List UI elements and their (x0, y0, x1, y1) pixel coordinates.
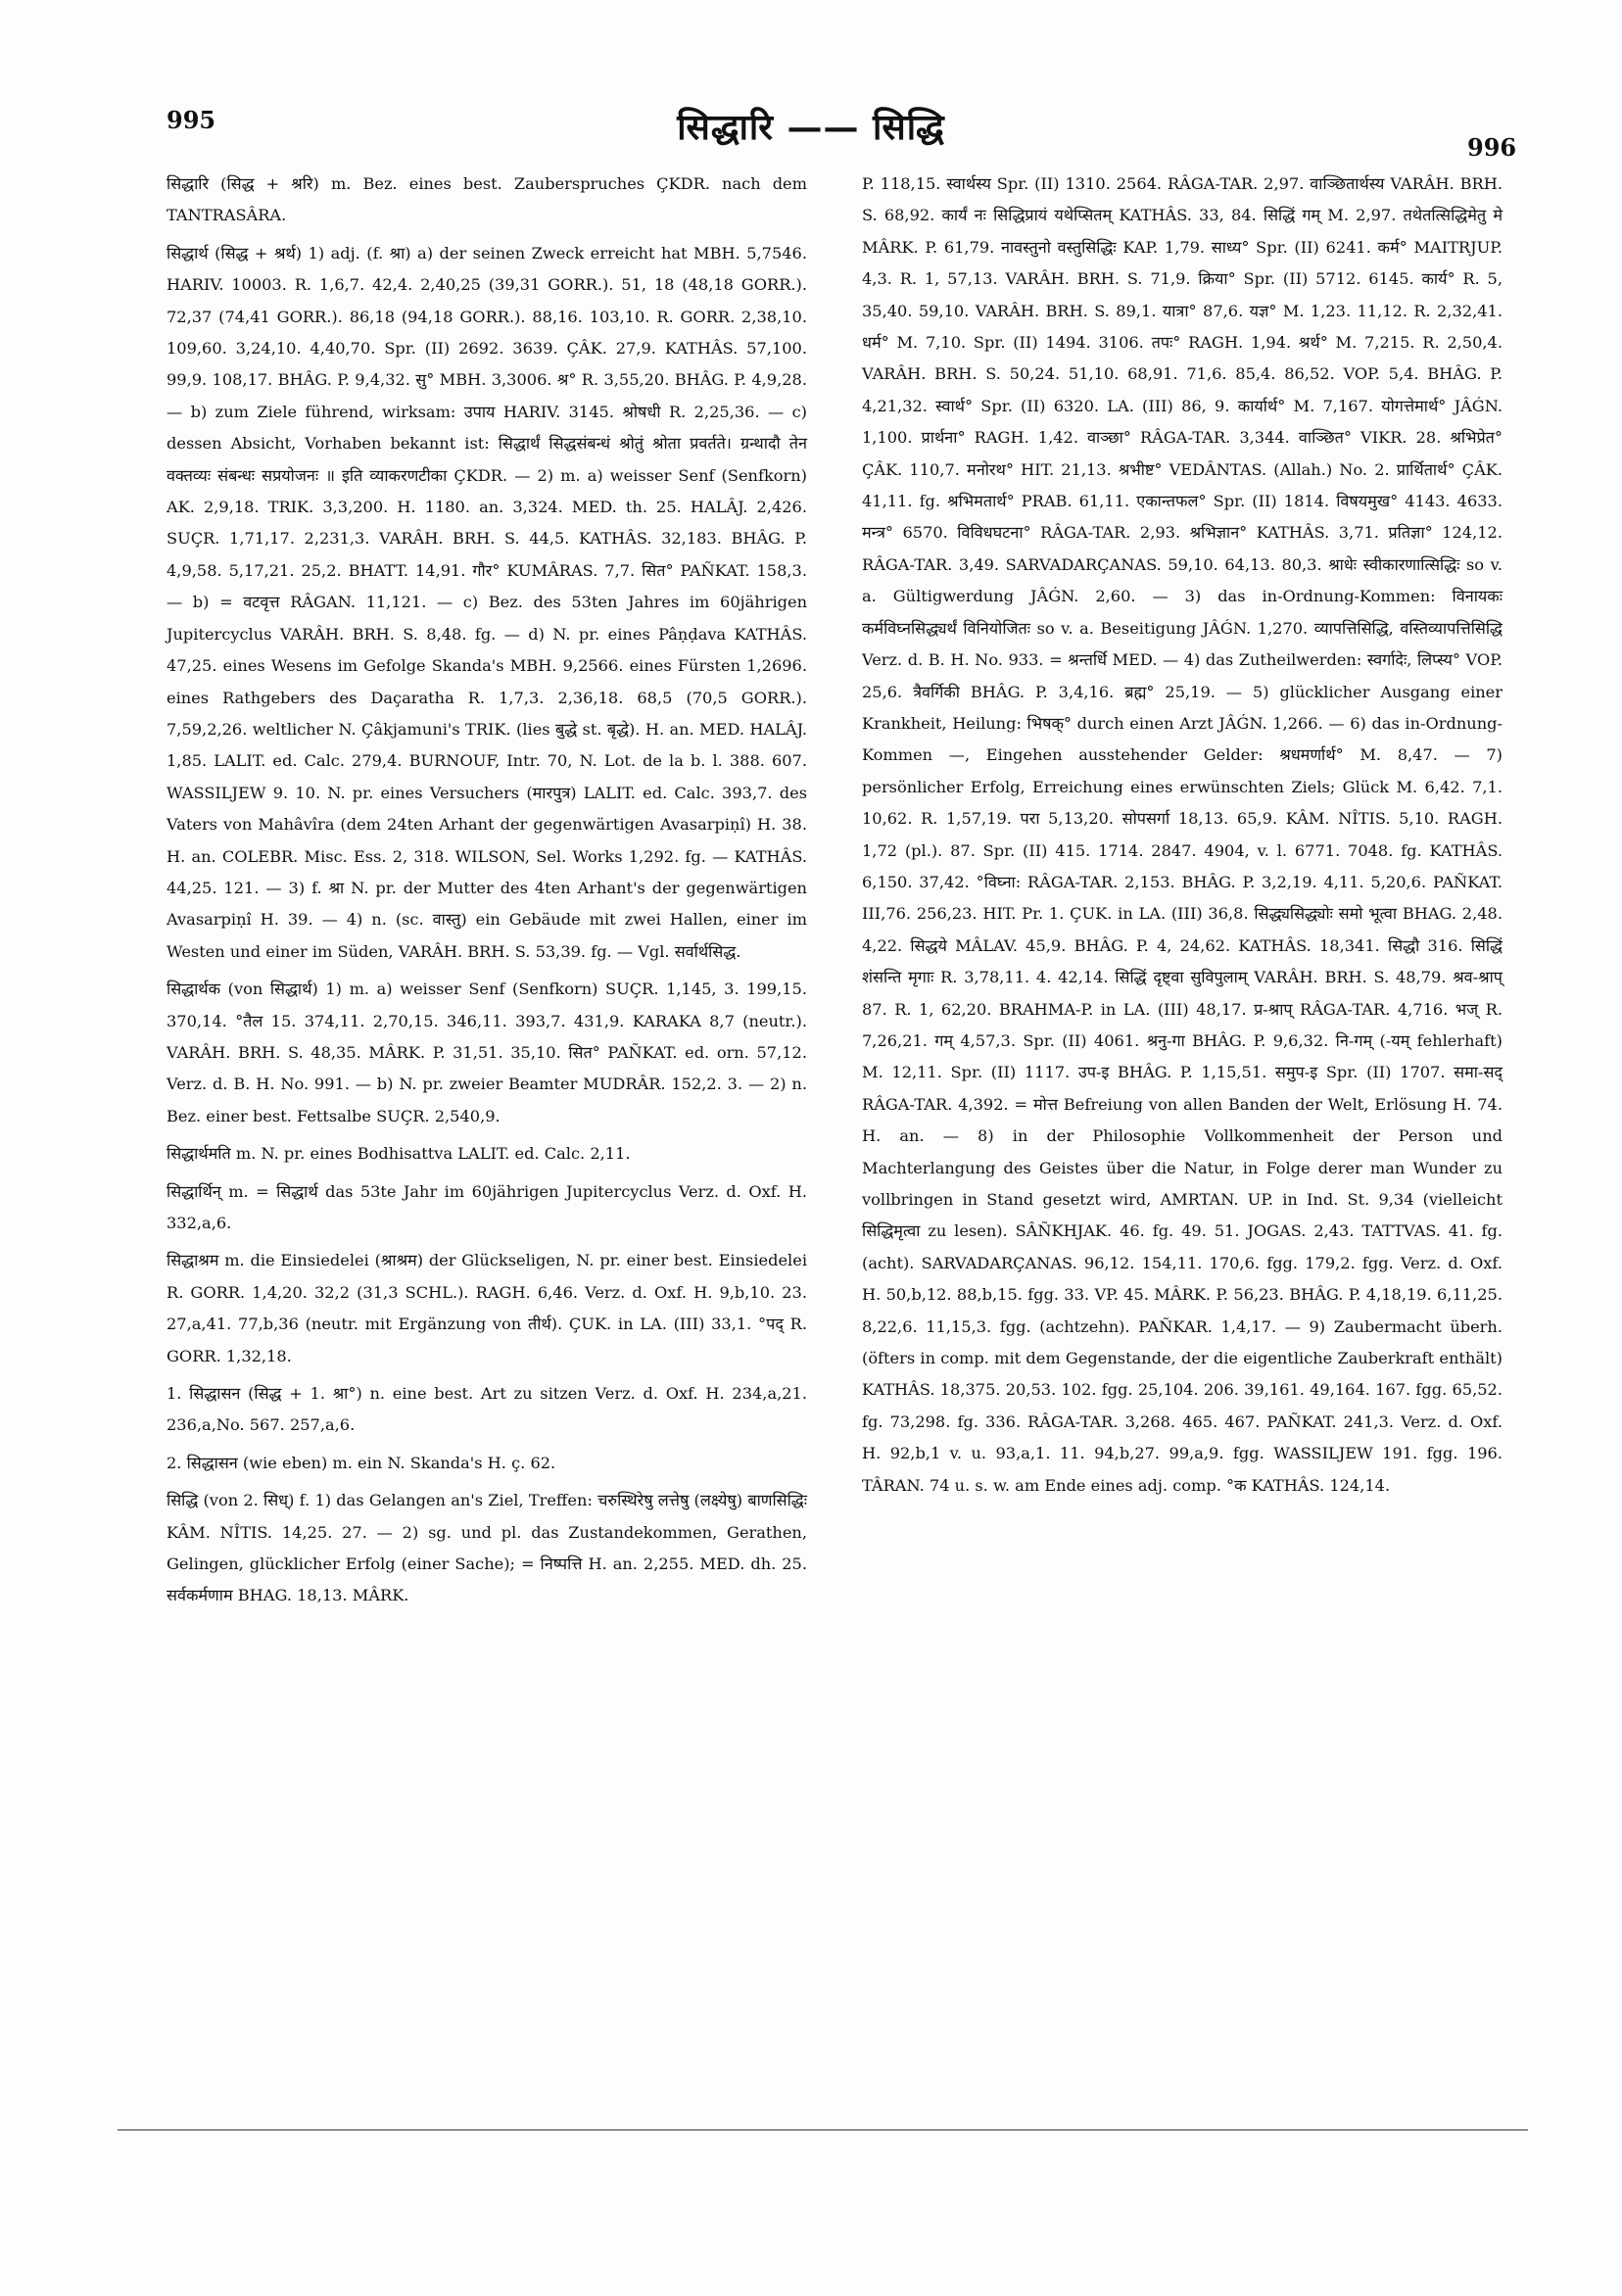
entry-siddhashrama: सिद्धाश्रम m. die Einsiedelei (श्राश्रम) der Glückseligen, N. pr. einer best. Einsiedelei R. GORR. 1,4,20. 32,2 (31,3 SCHL.). RAGH. 6,46. Verz. d. Oxf. H. 9,b,10. 23. 27,a,41. 77,b,36 (neutr. mit Ergänzung von तीर्थ). ÇUK. in LA. (III) 33,1. °पद् R. GORR. 1,32,18. (167, 1251, 807, 1365)
entry-siddhartha: सिद्धार्थ (सिद्ध + श्रर्थ) 1) adj. (f. श्रा) a) der seinen Zweck erreicht hat MBH. 5,7546. HARIV. 10003. R. 1,6,7. 42,4. 2,40,25 (39,31 GORR.). 51, 18 (48,18 GORR.). 72,37 (74,41 GORR.). 86,18 (94,18 GORR.). 88,16. 103,10. R. GORR. 2,38,10. 109,60. 3,24,10. 4,40,70. Spr. (II) 2692. 3639. ÇÂK. 27,9. KATHÂS. 57,100. 99,9. 108,17. BHÂG. P. 9,4,32. सु° MBH. 3,3006. श्र° R. 3,55,20. BHÂG. P. 4,9,28. — b) zum Ziele führend, wirksam: उपाय HARIV. 3145. श्रोषधी R. 2,25,36. — c) dessen Absicht, Vorhaben bekannt ist: सिद्धार्थं सिद्धसंबन्धं श्रोतुं श्रोता प्रवर्तते। ग्रन्थादौ तेन वक्तव्यः संबन्धः सप्रयोजनः ॥ इति व्याकरणटीका ÇKDR. — 2) m. a) weisser Senf (Senfkorn) AK. 2,9,18. TRIK. 3,3,200. H. 1180. an. 3,324. MED. th. 25. HALÂJ. 2,426. SUÇR. 1,71,17. 2,231,3. VARÂH. BRH. S. 44,5. KATHÂS. 32,183. BHÂG. P. 4,9,58. 5,17,21. 25,2. BHATT. 14,91. गौर° KUMÂRAS. 7,7. सित° PAÑKAT. 158,3. — b) = वटवृत्त RÂGAN. 11,121. — c) Bez. des 53ten Jahres im 60jährigen Jupitercyclus VARÂH. BRH. S. 8,48. fg. — d) N. pr. eines Pâṇḍava KATHÂS. 47,25. eines Wesens im Gefolge Skanda's MBH. 9,2566. eines Fürsten 1,2696. eines Rathgebers des Daçaratha R. 1,7,3. 2,36,18. 68,5 (70,5 GORR.). 7,59,2,26. weltlicher N. Çâkjamuni's TRIK. (lies बुद्धे st. बृद्धे). H. an. MED. HALÂJ. 1,85. LALIT. ed. Calc. 279,4. BURNOUF, Intr. 70, N. Lot. de la b. l. 388. 607. WASSILJEW 9. 10. N. pr. eines Versuchers (मारपुत्र) LALIT. ed. Calc. 393,7. des Vaters von Mahâvîra (dem 24ten Arhant der gegenwärtigen Avasarpiṇî) H. 38. H. an. COLEBR. Misc. Ess. 2, 318. WILSON, Sel. Works 1,292. fg. — KATHÂS. 44,25. 121. — 3) f. श्रा N. pr. der Mutter des 4ten Arhant's der gegenwärtigen Avasarpiṇî H. 39. — 4) n. (sc. वास्तु) ein Gebäude mit zwei Hallen, einer im Westen und einer im Süden, VARÂH. BRH. S. 53,39. fg. — Vgl. सर्वार्थसिद्ध. (167, 243, 807, 961)
entry-siddharthamati: सिद्धार्थमति m. N. pr. eines Bodhisattva LALIT. ed. Calc. 2,11. (167, 1144, 631, 1164)
entry-siddharthaka: सिद्धार्थक (von सिद्धार्थ) 1) m. a) weisser Senf (Senfkorn) SUÇR. 1,145, 3. 199,15. 370,14. °तैल 15. 374,11. 2,70,15. 346,11. 393,7. 431,9. KARAKA 8,7 (neutr.). VARÂH. BRH. S. 48,35. MÂRK. P. 31,51. 35,10. सित° PAÑKAT. ed. orn. 57,12. Verz. d. B. H. No. 991. — b) N. pr. zweier Beamter MUDRÂR. 152,2. 3. — 2) n. Bez. einer best. Fettsalbe SUÇR. 2,540,9. (167, 980, 807, 1125)
entry-siddhari: सिद्धारि (सिद्ध + श्ररि) m. Bez. eines best. Zauberspruches ÇKDR. nach dem TANTRASÂRA. (167, 174, 807, 225)
page-number-right: 996 (1467, 133, 1517, 162)
running-title: सिद्धारि —— सिद्धि (677, 107, 945, 148)
entry-siddhi: सिद्धि (von 2. सिध्) f. 1) das Gelangen an's Ziel, Treffen: चरुस्थिरेषु लत्तेषु (लक्ष्येषु) बाणसिद्धिः KÂM. NÎTIS. 14,25. 27. — 2) sg. und pl. das Zustandekommen, Gerathen, Gelingen, glücklicher Erfolg (einer Sache); = निष्पत्ति H. an. 2,255. MED. dh. 25. सर्वकर्मणाम BHAG. 18,13. MÂRK. (167, 1491, 807, 1605)
right-column (862, 168, 1503, 1507)
page-number-left: 995 (167, 106, 216, 134)
entry-siddhi-continued: P. 118,15. स्वार्थस्य Spr. (II) 1310. 2564. RÂGA-TAR. 2,97. वाञ्छितार्थस्य VARÂH. BRH. S. 68,92. कार्यं नः सिद्धिप्रायं यथेप्सितम् KATHÂS. 33, 84. सिद्धिं गम् M. 2,97. तथेतत्सिद्धिमेतु मे MÂRK. P. 61,79. नावस्तुनो वस्तुसिद्धिः KAP. 1,79. साध्य° Spr. (II) 6241. कर्म° MAITRJUP. 4,3. R. 1, 57,13. VARÂH. BRH. S. 71,9. क्रिया° Spr. (II) 5712. 6145. कार्य° R. 5, 35,40. 59,10. VARÂH. BRH. S. 89,1. यात्रा° 87,6. यज्ञ° M. 1,23. 11,12. R. 2,32,41. धर्म° M. 7,10. Spr. (II) 1494. 3106. तपः° RAGH. 1,94. श्रर्थ° M. 7,215. R. 2,50,4. VARÂH. BRH. S. 50,24. 51,10. 68,91. 71,6. 85,4. 86,52. VOP. 5,4. BHÂG. P. 4,21,32. स्वार्थ° Spr. (II) 6320. LA. (III) 86, 9. कार्यार्थ° M. 7,167. योगत्तेमार्थ° JÂǴN. 1,100. प्रार्थना° RAGH. 1,42. वाञ्छा° RÂGA-TAR. 3,344. वाञ्छित° VIKR. 28. श्रभिप्रेत° ÇÂK. 110,7. मनोरथ° HIT. 21,13. श्रभीष्ट° VEDÂNTAS. (Allah.) No. 2. प्रार्थितार्थ° ÇÂK. 41,11. fg. श्रभिमतार्थ° PRAB. 61,11. एकान्तफल° Spr. (II) 1814. विषयमुख° 4143. 4633. मन्त्र° 6570. विविधघटना° RÂGA-TAR. 2,93. श्रभिज्ञान° KATHÂS. 3,71. प्रतिज्ञा° 124,12. RÂGA-TAR. 3,49. SARVADARÇANAS. 59,10. 64,13. 80,3. श्राधेः स्वीकारणात्सिद्धिः so v. a. Gültigwerdung JÂǴN. 2,60. — 3) das in-Ordnung-Kommen: विनायकः कर्मविघ्नसिद्ध्यर्थं विनियोजितः so v. a. Beseitigung JÂǴN. 1,270. व्यापत्तिसिद्धि, वस्तिव्यापत्तिसिद्धि Verz. d. B. H. No. 933. = श्रन्तर्धि MED. — 4) das Zutheilwerden: स्वर्गादेः, लिप्स्य° VOP. 25,6. त्रैवर्गिकी BHÂG. P. 3,4,16. ब्रह्म° 25,19. — 5) glücklicher Ausgang einer Krankheit, Heilung: भिषक्° durch einen Arzt JÂǴN. 1,266. — 6) das in-Ordnung-Kommen —, Eingehen ausstehender Gelder: श्रधमर्णार्थ° M. 8,47. — 7) persönlicher Erfolg, Erreichung eines erwünschten Ziels; Glück M. 6,42. 7,1. 10,62. R. 1,57,19. परा 5,13,20. सोपसर्गा 18,13. 65,9. KÂM. NÎTIS. 5,10. RAGH. 1,72 (pl.). 87. Spr. (II) 415. 1714. 2847. 4904, v. l. 6771. 7048. fg. KATHÂS. 6,150. 37,42. °विघ्ना: RÂGA-TAR. 2,153. BHÂG. P. 3,2,19. 4,11. 5,20,6. PAÑKAT. III,76. 256,23. HIT. Pr. 1. ÇUK. in LA. (III) 36,8. सिद्ध्यसिद्ध्योः समो भूत्वा BHAG. 2,48. 4,22. सिद्धये MÂLAV. 45,9. BHÂG. P. 4, 24,62. KATHÂS. 18,341. सिद्धौ 316. सिद्धिं शंसन्ति मृगाः R. 3,78,11. 4. 42,14. सिद्धिं दृष्ट्वा सुविपुलाम् VARÂH. BRH. S. 48,79. श्रव-श्राप् 87. R. 1, 62,20. BRAHMA-P. in LA. (III) 48,17. प्र-श्राप् RÂGA-TAR. 4,716. भज् R. 7,26,21. गम् 4,57,3. Spr. (II) 4061. श्रनु-गा BHÂG. P. 9,6,32. नि-गम् (-यम् fehlerhaft) M. 12,11. Spr. (II) 1117. उप-इ BHÂG. P. 1,15,51. समुप-इ Spr. (II) 1707. समा-सद् RÂGA-TAR. 4,392. = मोत्त Befreiung von allen Banden der Welt, Erlösung H. 74. H. an. — 8) in der Philosophie Vollkommenheit der Person und Machterlangung des Geistes über die Natur, in Folge derer man Wunder zu vollbringen in Stand gesetzt wird, AMRTAN. UP. in Ind. St. 9,34 (vielleicht सिद्धिमृत्वा zu lesen). SÂÑKHJAK. 46. fg. 49. 51. JOGAS. 2,43. TATTVAS. 41. fg. (acht). SARVADARÇANAS. 96,12. 154,11. 170,6. fgg. 179,2. fgg. Verz. d. Oxf. H. 50,b,12. 88,b,15. fgg. 33. VP. 45. MÂRK. P. 56,23. BHÂG. P. 4,18,19. 6,11,25. 8,22,6. 11,15,3. fgg. (achtzehn). PAÑKAR. 1,4,17. — 9) Zaubermacht überh. (öfters in comp. mit dem Gegenstande, der die eigentliche Zauberkraft enthält) KATHÂS. 18,375. 20,53. 102. fgg. 25,104. 206. 39,161. 49,164. 167. fgg. 65,52. fg. 73,298. fg. 336. RÂGA-TAR. 3,268. 465. 467. PAÑKAT. 241,3. Verz. d. Oxf. H. 92,b,1 v. u. 93,a,1. 11. 94,b,27. 99,a,9. fgg. WASSILJEW 191. fgg. 196. TÂRAN. 74 u. s. w. am Ende eines adj. comp. °क KATHÂS. 124,14. (862, 174, 1503, 1495)
left-column (167, 168, 807, 1618)
bottom-rule (118, 2129, 1528, 2130)
entry-siddhasana-1: 1. सिद्धासन (सिद्ध + 1. श्रा°) n. eine best. Art zu sitzen Verz. d. Oxf. H. 234,a,21. 236,a,No. 567. 257,a,6. (167, 1384, 807, 1435)
entry-siddhasana-2: 2. सिद्धासन (wie eben) m. ein N. Skanda's H. ç. 62. (167, 1453, 556, 1472)
entry-siddharthin: सिद्धार्थिन् m. = सिद्धार्थ das 53te Jahr im 60jährigen Jupitercyclus Verz. d. Oxf. H. 332,a,6. (167, 1181, 807, 1232)
